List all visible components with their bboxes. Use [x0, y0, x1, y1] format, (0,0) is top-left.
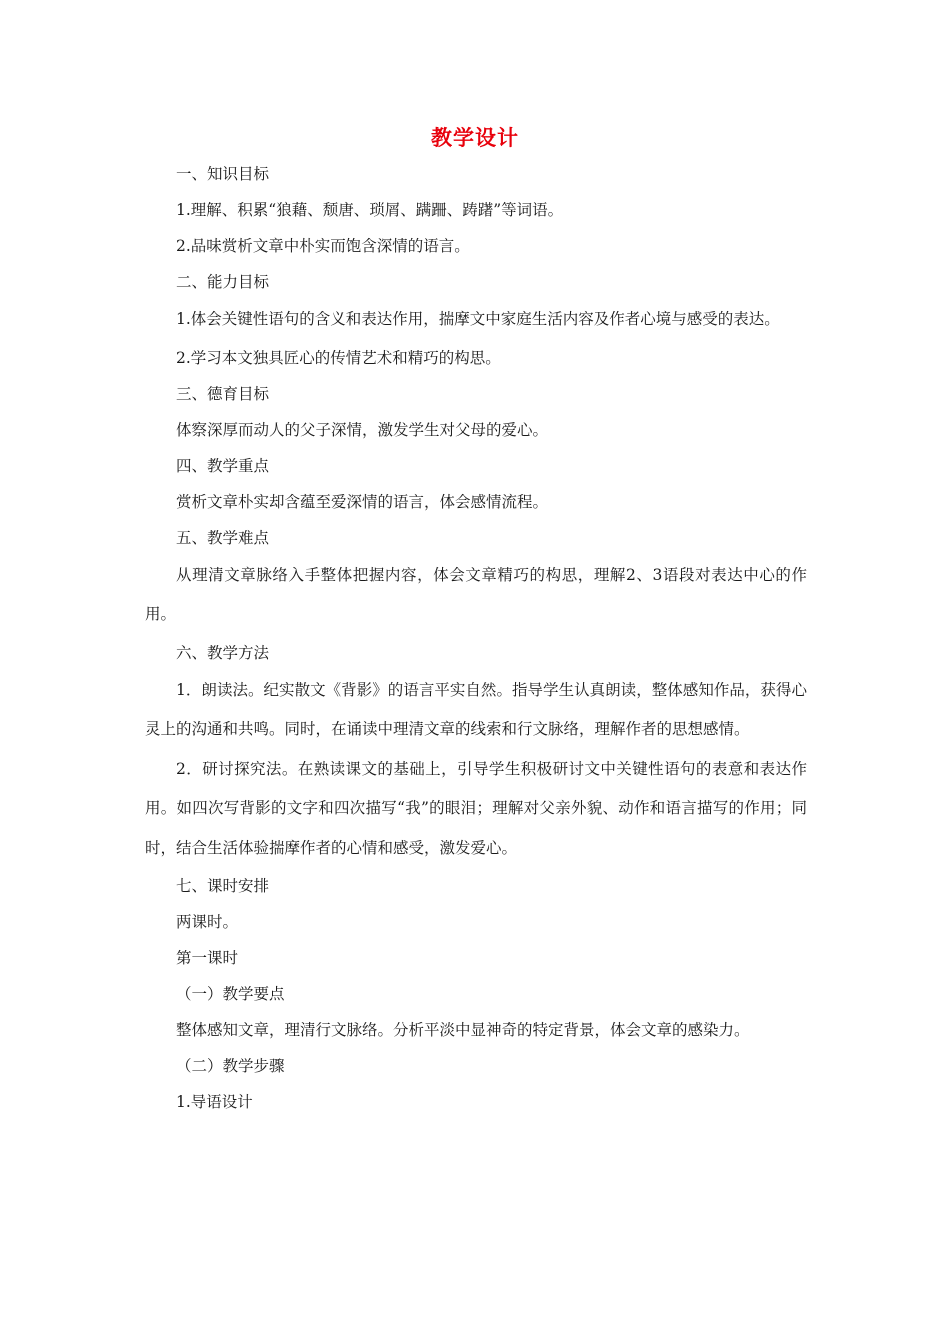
paragraph: 体察深厚而动人的父子深情，激发学生对父母的爱心。 — [176, 420, 549, 439]
paragraph: 1.理解、积累“狼藉、颓唐、琐屑、蹒跚、踌躇”等词语。 — [176, 201, 564, 219]
section-heading-moral: 三、德育目标 — [176, 384, 270, 403]
paragraph: 1.体会关键性语句的含义和表达作用，揣摩文中家庭生活内容及作者心境与感受的表达。 — [176, 310, 780, 328]
subheading: （二）教学步骤 — [176, 1057, 285, 1075]
section-heading-focus: 四、教学重点 — [176, 456, 270, 475]
section-heading-knowledge: 一、知识目标 — [176, 165, 270, 183]
section-heading-ability: 二、能力目标 — [176, 273, 270, 291]
paragraph: 整体感知文章，理清行文脉络。分析平淡中显神奇的特定背景，体会文章的感染力。 — [176, 1021, 750, 1039]
paragraph: 1．朗读法。纪实散文《背影》的语言平实自然。指导学生认真朗读，整体感知作品，获得心灵上的沟通和共鸣。同时，在诵读中理清文章的线索和行文脉络，理解作者的思想感情。 — [145, 680, 807, 738]
section-heading-method: 六、教学方法 — [176, 643, 270, 662]
paragraph: 赏析文章朴实却含蕴至爱深情的语言，体会感情流程。 — [176, 492, 549, 511]
paragraph: 2.品味赏析文章中朴实而饱含深情的语言。 — [176, 237, 470, 255]
subheading: （一）教学要点 — [176, 985, 285, 1003]
document-title: 教学设计 — [431, 126, 519, 150]
paragraph: 从理清文章脉络入手整体把握内容，体会文章精巧的构思，理解2、3语段对表达中心的作用。 — [145, 565, 807, 623]
paragraph: 第一课时 — [176, 949, 239, 967]
section-heading-schedule: 七、课时安排 — [176, 877, 270, 895]
section-heading-difficulty: 五、教学难点 — [176, 528, 270, 547]
paragraph: 2．研讨探究法。在熟读课文的基础上，引导学生积极研讨文中关键性语句的表意和表达作用。如四次写背影的文字和四次描写“我”的眼泪；理解对父亲外貌、动作和语言描写的作用；同时，结合生活体验揣摩作者的心情和感受，激发爱心。 — [145, 759, 807, 857]
paragraph: 1.导语设计 — [176, 1093, 253, 1111]
paragraph: 2.学习本文独具匠心的传情艺术和精巧的构思。 — [176, 348, 501, 367]
paragraph: 两课时。 — [176, 913, 239, 931]
document-body — [145, 156, 807, 1120]
